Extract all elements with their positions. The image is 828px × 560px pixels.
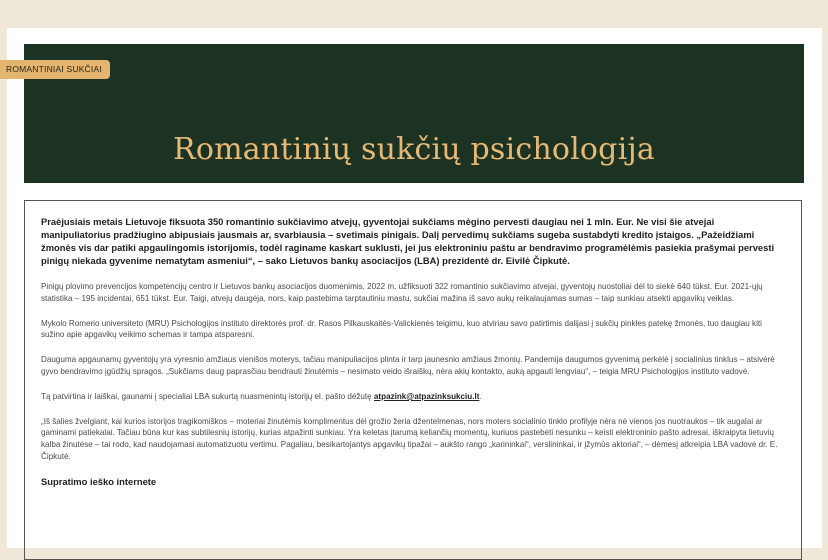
hero-banner xyxy=(24,44,804,183)
email-link[interactable]: atpazink@atpazinksukciu.lt xyxy=(373,391,480,401)
article-paragraph-contact xyxy=(41,391,785,403)
contact-text: Tą patvirtina ir laiškai, gaunami į specialiai LBA sukurtą nuasmenintų istorijų el. pašto dėžutę xyxy=(41,391,374,401)
category-badge[interactable]: ROMANTINIAI SUKČIAI xyxy=(0,60,110,79)
article-paragraph: Mykolo Romerio universiteto (MRU) Psichologijos instituto direktorės prof. dr. Rasos Pilkauskaitės-Valickienės teigimu, kuo atviriau savo patirtimis dalijasi į sukčių pinkles patekę žmonės, tuo daugiau kiti sužino apie apgavikų veikimo schemas ir tampa atsparesni. xyxy=(41,318,762,340)
contact-text-end: . xyxy=(479,391,482,401)
article-paragraph: Dauguma apgaunamų gyventojų yra vyresnio amžiaus vienišos moterys, tačiau manipuliacijos plinta ir tarp jaunesnio amžiaus žmonių. Pandemija daugumos gyvenimą perkėlė į socialinius tinklus – atsivėrė gyvo bendravimo įgūdžių spragos. „Sukčiams daug paprasčiau bendrauti žinutėmis – nesimato veido išraiškų, nėra akių kontakto, auką apgauti lengviau“, – teigia MRU Psichologijos instituto vadovė. xyxy=(41,355,775,376)
article-lead: Praėjusiais metais Lietuvoje fiksuota 350 romantinio sukčiavimo atvejų, gyventojai sukčiams mėgino pervesti daugiau nei 1 mln. Eur. Ne visi šie atvejai manipuliatorius pradžiugino abipusiais jausmais ar, svarbiausia – svetimais pinigais. Dalį pervedimų sukčiams sugeba sustabdyti kredito įstaigos. „Pažeidžiami žmonės vis dar patiki apgaulingomis istorijomis, todėl raginame kaskart suklusti, jei jus elektroniniu paštu ar bendravimo programėlėmis pasiekia prašymai pervesti pinigų niekada gyvenime nematytam asmeniui“, – sako Lietuvos bankų asociacijos (LBA) prezidentė dr. Eivilė Čipkutė. xyxy=(41,216,775,266)
article-paragraph: Pinigų plovimo prevencijos kompetencijų centro ir Lietuvos bankų asociacijos duomenimis, 2022 m. užfiksuoti 322 romantinio sukčiavimo atvejai, gyventojų nuostoliai dėl to siekė 640 tūkst. Eur. 2021-ųjų statistika – 195 incidentai, 651 tūkst. Eur. Taigi, atvejų daugėja, nors, kaip pastebima tarptautiniu mastu, sukčiai mažina iš savo aukų reikalaujamas sumas – taip sunkiau atsekti apgavikų veiklas. xyxy=(41,282,763,303)
article-paragraph: „Iš šalies žvelgiant, kai kurios istorijos tragikomiškos – moteriai žinutėmis komplimentus dėl grožio žeria džentelmenas, nors moters socialinio tinklo profilyje nėra nė vienos jos nuotraukos – tik augalai ar gaminami patiekalai. Tačiau būna kur kas subtilesnių istorijų, kurias atpažinti sunkiau. Yra keletas įtarumą keliančių momentų, kuriuos pastebėti nesunku – keisti elektroninio pašto adresai, iškraipyta lietuvių kalba žinutėse – tai rodo, kad naudojamasi automatizuotu vertimu. Pagaliau, besikartojantys apgavikų tipažai – aukšto rango „karininkai“, verslininkai, ir įžymūs aktoriai“, – dėmesį atkreipia LBA vadovė dr. E. Čipkutė. xyxy=(41,416,778,461)
article-body xyxy=(24,200,802,560)
page-title: Romantinių sukčių psichologija xyxy=(173,132,655,167)
section-subheading: Supratimo ieško internete xyxy=(41,475,157,487)
